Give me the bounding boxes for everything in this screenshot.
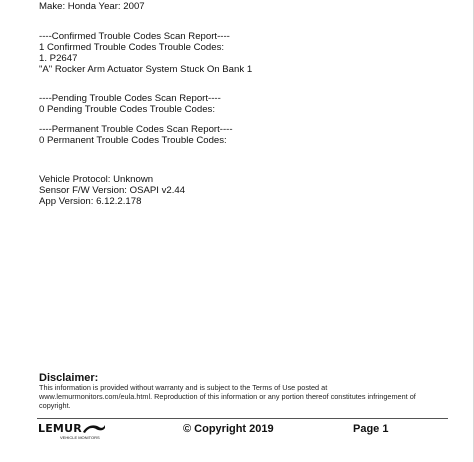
app-version: App Version: 6.12.2.178 bbox=[39, 196, 142, 207]
page-number: Page 1 bbox=[353, 423, 389, 435]
sensor-firmware-version: Sensor F/W Version: OSAPI v2.44 bbox=[39, 185, 186, 196]
footer-divider bbox=[37, 418, 448, 419]
lemur-tail-icon bbox=[82, 423, 106, 435]
disclaimer-title: Disclaimer: bbox=[39, 372, 99, 384]
confirmed-codes-header: ----Confirmed Trouble Codes Scan Report---- bbox=[39, 31, 230, 42]
confirmed-codes-count: 1 Confirmed Trouble Codes Trouble Codes: bbox=[39, 42, 225, 53]
vehicle-make-year: Make: Honda Year: 2007 bbox=[39, 1, 145, 12]
copyright-notice: © Copyright 2019 bbox=[183, 423, 274, 435]
permanent-codes-header: ----Permanent Trouble Codes Scan Report---- bbox=[39, 124, 233, 135]
confirmed-code-description: "A" Rocker Arm Actuator System Stuck On Bank 1 bbox=[39, 64, 253, 75]
lemur-logo bbox=[38, 423, 110, 443]
permanent-codes-count: 0 Permanent Trouble Codes Trouble Codes: bbox=[39, 135, 227, 146]
pending-codes-header: ----Pending Trouble Codes Scan Report---- bbox=[39, 93, 221, 104]
pending-codes-count: 0 Pending Trouble Codes Trouble Codes: bbox=[39, 104, 215, 115]
confirmed-code-item: 1. P2647 bbox=[39, 53, 78, 64]
disclaimer-text: This information is provided without warranty and is subject to the Terms of Use posted at www.lemurmonitors.com/eula.html. Reproduction of this information or any portion thereof constitutes infringement of copyright. bbox=[39, 383, 416, 410]
vehicle-protocol: Vehicle Protocol: Unknown bbox=[39, 174, 154, 185]
logo-wordmark: LEMUR bbox=[38, 422, 82, 435]
logo-subtext: VEHICLE MONITORS bbox=[60, 435, 100, 440]
